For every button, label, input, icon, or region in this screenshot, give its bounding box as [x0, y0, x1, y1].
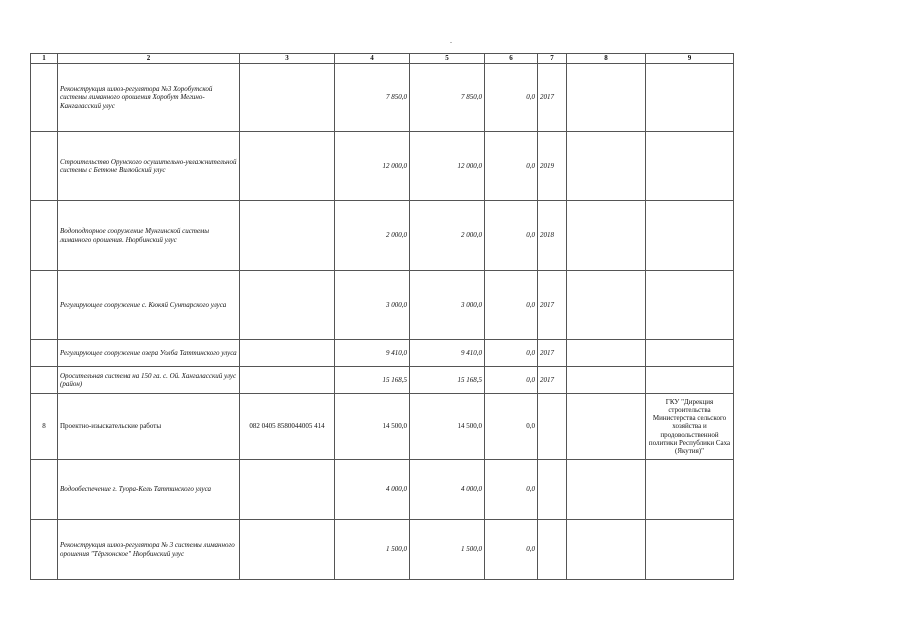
col-8-cell	[567, 340, 646, 367]
value-col-5: 9 410,0	[410, 340, 485, 367]
value-col-6: 0,0	[485, 201, 538, 271]
budget-code	[240, 132, 335, 201]
col-header-3: 3	[240, 54, 335, 64]
col-header-9: 9	[646, 54, 734, 64]
value-col-5: 12 000,0	[410, 132, 485, 201]
value-col-4: 14 500,0	[335, 394, 410, 460]
row-number: 8	[31, 394, 58, 460]
organization-cell	[646, 64, 734, 132]
budget-code	[240, 271, 335, 340]
value-col-4: 15 168,5	[335, 367, 410, 394]
value-col-6: 0,0	[485, 367, 538, 394]
year-cell: 2017	[538, 271, 567, 340]
col-8-cell	[567, 271, 646, 340]
value-col-4: 1 500,0	[335, 520, 410, 580]
organization-cell: ГКУ "Дирекция строительства Министерства сельского хозяйства и продовольственной политики Республики Саха (Якутия)"	[646, 394, 734, 460]
budget-code	[240, 64, 335, 132]
table-row	[31, 394, 734, 460]
value-col-4: 9 410,0	[335, 340, 410, 367]
budget-code	[240, 367, 335, 394]
object-name: Проектно-изыскательские работы	[58, 394, 240, 460]
value-col-4: 3 000,0	[335, 271, 410, 340]
row-number	[31, 460, 58, 520]
col-8-cell	[567, 132, 646, 201]
value-col-4: 4 000,0	[335, 460, 410, 520]
table-row	[31, 520, 734, 580]
year-cell	[538, 520, 567, 580]
value-col-4: 12 000,0	[335, 132, 410, 201]
col-8-cell	[567, 460, 646, 520]
organization-cell	[646, 271, 734, 340]
budget-code	[240, 520, 335, 580]
col-header-6: 6	[485, 54, 538, 64]
row-number	[31, 520, 58, 580]
budget-code	[240, 340, 335, 367]
object-name: Реконструкция шлюз-регулятора № 3 системы лиманного орошения "Тёргюнское" Нюрбинский улус	[58, 520, 240, 580]
col-8-cell	[567, 64, 646, 132]
organization-cell	[646, 367, 734, 394]
value-col-5: 4 000,0	[410, 460, 485, 520]
value-col-5: 7 850,0	[410, 64, 485, 132]
table-row	[31, 271, 734, 340]
value-col-6: 0,0	[485, 64, 538, 132]
header-row	[31, 54, 734, 64]
organization-cell	[646, 340, 734, 367]
row-number	[31, 64, 58, 132]
organization-cell	[646, 520, 734, 580]
col-header-5: 5	[410, 54, 485, 64]
year-cell: 2017	[538, 340, 567, 367]
col-header-2: 2	[58, 54, 240, 64]
table-row	[31, 340, 734, 367]
year-cell: 2017	[538, 367, 567, 394]
object-name: Строительство Орунского осушительно-увлажнительной системы с Бетюне Вилюйский улус	[58, 132, 240, 201]
organization-cell	[646, 201, 734, 271]
organization-cell	[646, 460, 734, 520]
object-name: Водообеспечение г. Туора-Кель Таттинского улуса	[58, 460, 240, 520]
year-cell	[538, 394, 567, 460]
value-col-6: 0,0	[485, 520, 538, 580]
year-cell: 2017	[538, 64, 567, 132]
col-header-4: 4	[335, 54, 410, 64]
value-col-5: 3 000,0	[410, 271, 485, 340]
year-cell: 2019	[538, 132, 567, 201]
value-col-6: 0,0	[485, 394, 538, 460]
object-name: Реконструкция шлюз-регулятора №3 Хоробутской системы лиманного орошения Хоробут Мегино-Кангаласский улус	[58, 64, 240, 132]
row-number	[31, 271, 58, 340]
col-header-1: 1	[31, 54, 58, 64]
budget-code	[240, 201, 335, 271]
value-col-5: 15 168,5	[410, 367, 485, 394]
col-8-cell	[567, 520, 646, 580]
value-col-6: 0,0	[485, 460, 538, 520]
year-cell	[538, 460, 567, 520]
page-marker: -	[450, 40, 452, 46]
col-8-cell	[567, 394, 646, 460]
table-row	[31, 367, 734, 394]
budget-code	[240, 460, 335, 520]
value-col-5: 1 500,0	[410, 520, 485, 580]
year-cell: 2018	[538, 201, 567, 271]
table-row	[31, 132, 734, 201]
value-col-4: 7 850,0	[335, 64, 410, 132]
col-header-7: 7	[538, 54, 567, 64]
object-name: Регулирующее сооружение озера Уолба Таттинского улуса	[58, 340, 240, 367]
table-row	[31, 201, 734, 271]
row-number	[31, 132, 58, 201]
row-number	[31, 340, 58, 367]
object-name: Оросительная система на 150 га. с. Ой. Хангаласский улус (район)	[58, 367, 240, 394]
organization-cell	[646, 132, 734, 201]
col-8-cell	[567, 201, 646, 271]
col-8-cell	[567, 367, 646, 394]
row-number	[31, 201, 58, 271]
col-header-8: 8	[567, 54, 646, 64]
value-col-5: 14 500,0	[410, 394, 485, 460]
table-row	[31, 64, 734, 132]
budget-code: 082 0405 8580044005 414	[240, 394, 335, 460]
value-col-6: 0,0	[485, 340, 538, 367]
table-row	[31, 460, 734, 520]
object-name: Регулирующее сооружение с. Кюкяй Сунтарского улуса	[58, 271, 240, 340]
value-col-6: 0,0	[485, 271, 538, 340]
value-col-4: 2 000,0	[335, 201, 410, 271]
object-name: Водоподпорное сооружение Мунгинской системы лиманного орошения. Нюрбинский улус	[58, 201, 240, 271]
value-col-5: 2 000,0	[410, 201, 485, 271]
row-number	[31, 367, 58, 394]
value-col-6: 0,0	[485, 132, 538, 201]
works-table	[30, 53, 734, 580]
